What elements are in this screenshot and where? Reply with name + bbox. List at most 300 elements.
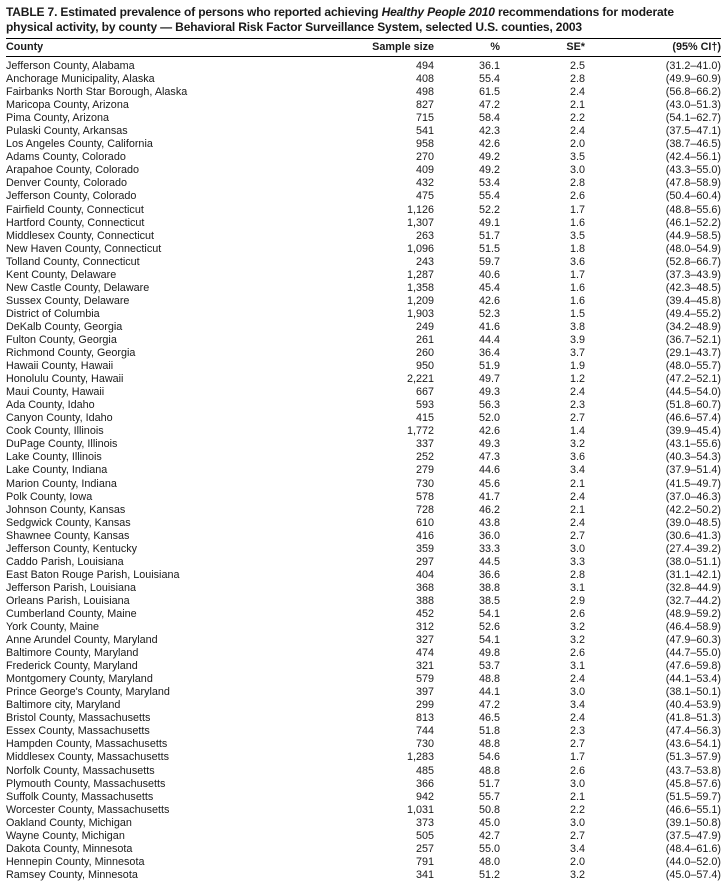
- table-row: [6, 569, 721, 582]
- cell-se: 1.6: [569, 294, 585, 307]
- cell-ci: (47.9–60.3): [665, 634, 721, 647]
- cell-ci: (48.8–55.6): [665, 203, 721, 216]
- cell-ci: (41.5–49.7): [665, 477, 721, 490]
- cell-ci: (45.8–57.6): [665, 777, 721, 790]
- cell-ci: (43.7–53.8): [665, 764, 721, 777]
- cell-sample-size: 494: [415, 60, 434, 72]
- cell-sample-size: 1,209: [406, 294, 434, 307]
- cell-percent: 44.6: [478, 464, 500, 477]
- cell-county: Essex County, Massachusetts: [6, 725, 150, 738]
- cell-se: 2.6: [569, 190, 585, 203]
- cell-ci: (44.5–54.0): [665, 386, 721, 399]
- table-row: [6, 791, 721, 804]
- cell-percent: 42.3: [478, 125, 500, 138]
- cell-county: Suffolk County, Massachusetts: [6, 790, 154, 803]
- cell-county: Lake County, Illinois: [6, 451, 102, 464]
- table-row: [6, 256, 721, 269]
- cell-sample-size: 297: [415, 555, 434, 568]
- cell-percent: 51.2: [478, 868, 500, 881]
- cell-percent: 49.2: [478, 151, 500, 164]
- cell-sample-size: 1,031: [406, 803, 434, 816]
- cell-percent: 51.5: [478, 242, 500, 255]
- table-row: [6, 373, 721, 386]
- cell-percent: 46.5: [478, 712, 500, 725]
- cell-se: 2.2: [569, 112, 585, 125]
- cell-sample-size: 388: [415, 594, 434, 607]
- table-row: [6, 99, 721, 112]
- cell-county: Anchorage Municipality, Alaska: [6, 73, 155, 86]
- cell-se: 2.4: [569, 712, 585, 725]
- column-header-ci: (95% CI†): [585, 39, 721, 57]
- cell-ci: (37.0–46.3): [665, 490, 721, 503]
- cell-se: 1.6: [569, 281, 585, 294]
- cell-county: Lake County, Indiana: [6, 464, 108, 477]
- cell-percent: 45.4: [478, 281, 500, 294]
- table-row: [6, 699, 721, 712]
- table-row: [6, 543, 721, 556]
- cell-sample-size: 791: [415, 855, 434, 868]
- cell-county: Maricopa County, Arizona: [6, 99, 129, 112]
- cell-percent: 51.9: [478, 360, 500, 373]
- cell-percent: 48.0: [478, 855, 500, 868]
- cell-ci: (40.3–54.3): [665, 451, 721, 464]
- cell-se: 3.6: [569, 451, 585, 464]
- cell-county: Middlesex County, Connecticut: [6, 229, 155, 242]
- cell-sample-size: 485: [415, 764, 434, 777]
- table-row: [6, 660, 721, 673]
- table-row: [6, 230, 721, 243]
- cell-ci: (44.9–58.5): [665, 229, 721, 242]
- cell-sample-size: 715: [415, 112, 434, 125]
- cell-sample-size: 243: [415, 255, 434, 268]
- column-header-county: County: [6, 39, 346, 57]
- cell-percent: 55.7: [478, 790, 500, 803]
- cell-percent: 33.3: [478, 542, 500, 555]
- table-row: [6, 647, 721, 660]
- cell-county: Richmond County, Georgia: [6, 347, 136, 360]
- cell-sample-size: 249: [415, 320, 434, 333]
- cell-county: Hartford County, Connecticut: [6, 216, 145, 229]
- cell-ci: (48.9–59.2): [665, 607, 721, 620]
- table-row: [6, 725, 721, 738]
- cell-percent: 56.3: [478, 399, 500, 412]
- cell-percent: 48.8: [478, 764, 500, 777]
- cell-county: Ramsey County, Minnesota: [6, 868, 138, 881]
- cell-county: Denver County, Colorado: [6, 177, 128, 190]
- cell-county: Norfolk County, Massachusetts: [6, 764, 155, 777]
- table-row: [6, 751, 721, 764]
- cell-county: Jefferson County, Colorado: [6, 190, 137, 203]
- table-row: [6, 530, 721, 543]
- cell-county: Wayne County, Michigan: [6, 829, 125, 842]
- cell-ci: (32.7–44.2): [665, 594, 721, 607]
- cell-county: Hawaii County, Hawaii: [6, 360, 114, 373]
- cell-ci: (43.0–51.3): [665, 99, 721, 112]
- cell-percent: 53.4: [478, 177, 500, 190]
- table-row: [6, 125, 721, 138]
- cell-sample-size: 452: [415, 607, 434, 620]
- cell-county: Caddo Parish, Louisiana: [6, 555, 124, 568]
- cell-ci: (44.7–55.0): [665, 647, 721, 660]
- table-row: [6, 269, 721, 282]
- cell-sample-size: 321: [415, 660, 434, 673]
- cell-county: Honolulu County, Hawaii: [6, 373, 124, 386]
- table-header-row: [6, 39, 721, 57]
- cell-sample-size: 341: [415, 868, 434, 881]
- cell-se: 3.6: [569, 255, 585, 268]
- table-row: [6, 843, 721, 856]
- cell-percent: 54.6: [478, 751, 500, 764]
- cell-ci: (51.8–60.7): [665, 399, 721, 412]
- cell-county: District of Columbia: [6, 307, 100, 320]
- cell-ci: (56.8–66.2): [665, 86, 721, 99]
- cell-sample-size: 260: [415, 347, 434, 360]
- cell-se: 3.4: [569, 699, 585, 712]
- cell-se: 3.0: [569, 686, 585, 699]
- cell-se: 3.2: [569, 868, 585, 881]
- cell-se: 2.1: [569, 503, 585, 516]
- cell-percent: 59.7: [478, 255, 500, 268]
- cell-se: 3.8: [569, 320, 585, 333]
- table-row: [6, 217, 721, 230]
- cell-percent: 43.8: [478, 516, 500, 529]
- cell-ci: (39.9–45.4): [665, 425, 721, 438]
- cell-sample-size: 2,221: [406, 373, 434, 386]
- cell-sample-size: 312: [415, 621, 434, 634]
- cell-ci: (50.4–60.4): [665, 190, 721, 203]
- cell-percent: 44.4: [478, 333, 500, 346]
- cell-county: New Haven County, Connecticut: [6, 242, 162, 255]
- cell-percent: 48.8: [478, 738, 500, 751]
- cell-percent: 42.6: [478, 425, 500, 438]
- cell-ci: (37.5–47.1): [665, 125, 721, 138]
- cell-sample-size: 373: [415, 816, 434, 829]
- table-row: [6, 425, 721, 438]
- cell-percent: 36.0: [478, 529, 500, 542]
- cell-percent: 49.8: [478, 647, 500, 660]
- cell-percent: 61.5: [478, 86, 500, 99]
- cell-se: 2.2: [569, 803, 585, 816]
- cell-sample-size: 541: [415, 125, 434, 138]
- table-row: [6, 347, 721, 360]
- cell-ci: (42.2–50.2): [665, 503, 721, 516]
- cell-se: 1.5: [569, 307, 585, 320]
- cell-county: Jefferson County, Alabama: [6, 60, 135, 72]
- cell-se: 3.9: [569, 333, 585, 346]
- cell-ci: (31.1–42.1): [665, 568, 721, 581]
- cell-ci: (30.6–41.3): [665, 529, 721, 542]
- cell-county: Ada County, Idaho: [6, 399, 95, 412]
- cell-percent: 49.3: [478, 438, 500, 451]
- cell-percent: 49.1: [478, 216, 500, 229]
- cell-county: Dakota County, Minnesota: [6, 842, 133, 855]
- table-row: [6, 360, 721, 373]
- cell-se: 2.0: [569, 138, 585, 151]
- cell-sample-size: 730: [415, 477, 434, 490]
- cell-county: Baltimore County, Maryland: [6, 647, 139, 660]
- cell-se: 3.4: [569, 842, 585, 855]
- cell-sample-size: 397: [415, 686, 434, 699]
- title-text-before: TABLE 7. Estimated prevalence of persons who reported achieving: [6, 5, 382, 19]
- cell-ci: (29.1–43.7): [665, 347, 721, 360]
- cell-sample-size: 827: [415, 99, 434, 112]
- cell-county: DuPage County, Illinois: [6, 438, 118, 451]
- table-row: [6, 634, 721, 647]
- cell-percent: 49.2: [478, 164, 500, 177]
- table-row: [6, 738, 721, 751]
- cell-county: Bristol County, Massachusetts: [6, 712, 151, 725]
- cell-se: 3.0: [569, 164, 585, 177]
- table-row: [6, 308, 721, 321]
- cell-ci: (46.6–57.4): [665, 412, 721, 425]
- cell-ci: (37.9–51.4): [665, 464, 721, 477]
- cell-se: 2.6: [569, 647, 585, 660]
- cell-county: Tolland County, Connecticut: [6, 255, 140, 268]
- cell-percent: 41.7: [478, 490, 500, 503]
- cell-ci: (48.0–55.7): [665, 360, 721, 373]
- cell-se: 1.9: [569, 360, 585, 373]
- cell-ci: (51.3–57.9): [665, 751, 721, 764]
- cell-ci: (42.3–48.5): [665, 281, 721, 294]
- cell-sample-size: 474: [415, 647, 434, 660]
- cell-percent: 58.4: [478, 112, 500, 125]
- cell-sample-size: 252: [415, 451, 434, 464]
- table-row: [6, 164, 721, 177]
- cell-se: 2.0: [569, 855, 585, 868]
- cell-county: Adams County, Colorado: [6, 151, 126, 164]
- cell-ci: (44.1–53.4): [665, 673, 721, 686]
- cell-sample-size: 593: [415, 399, 434, 412]
- table-row: [6, 869, 721, 882]
- cell-sample-size: 408: [415, 73, 434, 86]
- cell-percent: 54.1: [478, 634, 500, 647]
- cell-percent: 38.5: [478, 594, 500, 607]
- cell-county: Hampden County, Massachusetts: [6, 738, 168, 751]
- cell-percent: 46.2: [478, 503, 500, 516]
- cell-sample-size: 263: [415, 229, 434, 242]
- cell-sample-size: 498: [415, 86, 434, 99]
- cell-county: Montgomery County, Maryland: [6, 673, 153, 686]
- cell-se: 3.7: [569, 347, 585, 360]
- cell-percent: 45.0: [478, 816, 500, 829]
- cell-ci: (37.5–47.9): [665, 829, 721, 842]
- cell-se: 2.4: [569, 386, 585, 399]
- table-row: [6, 86, 721, 99]
- table-row: [6, 321, 721, 334]
- table-row: [6, 817, 721, 830]
- cell-ci: (38.1–50.1): [665, 686, 721, 699]
- cell-county: Worcester County, Massachusetts: [6, 803, 170, 816]
- table-row: [6, 686, 721, 699]
- cell-county: Shawnee County, Kansas: [6, 529, 130, 542]
- cell-ci: (46.6–55.1): [665, 803, 721, 816]
- cell-county: Johnson County, Kansas: [6, 503, 126, 516]
- table-row: [6, 712, 721, 725]
- cell-percent: 49.7: [478, 373, 500, 386]
- cell-sample-size: 1,358: [406, 281, 434, 294]
- table-row: [6, 73, 721, 86]
- cell-se: 2.1: [569, 99, 585, 112]
- cell-ci: (43.3–55.0): [665, 164, 721, 177]
- cell-county: Pima County, Arizona: [6, 112, 110, 125]
- table-row: [6, 778, 721, 791]
- cell-percent: 36.4: [478, 347, 500, 360]
- table-row: [6, 177, 721, 190]
- cell-se: 3.0: [569, 777, 585, 790]
- cell-sample-size: 1,096: [406, 242, 434, 255]
- cell-sample-size: 505: [415, 829, 434, 842]
- table-row: [6, 830, 721, 843]
- column-header-percent: %: [434, 39, 500, 57]
- cell-county: Kent County, Delaware: [6, 268, 117, 281]
- cell-se: 2.1: [569, 790, 585, 803]
- cell-county: East Baton Rouge Parish, Louisiana: [6, 568, 180, 581]
- table-row: [6, 451, 721, 464]
- cell-ci: (51.5–59.7): [665, 790, 721, 803]
- table-row: [6, 399, 721, 412]
- cell-sample-size: 950: [415, 360, 434, 373]
- cell-ci: (47.2–52.1): [665, 373, 721, 386]
- table-row: [6, 190, 721, 203]
- cell-sample-size: 667: [415, 386, 434, 399]
- cell-se: 3.4: [569, 464, 585, 477]
- table-row: [6, 517, 721, 530]
- cell-county: Sussex County, Delaware: [6, 294, 130, 307]
- table-row: [6, 856, 721, 869]
- cell-se: 2.4: [569, 490, 585, 503]
- cell-percent: 51.8: [478, 725, 500, 738]
- cell-county: Jefferson County, Kentucky: [6, 542, 138, 555]
- cell-sample-size: 813: [415, 712, 434, 725]
- column-header-sample-size: Sample size: [346, 39, 434, 57]
- cell-se: 3.5: [569, 229, 585, 242]
- cell-se: 1.7: [569, 751, 585, 764]
- cell-county: Baltimore city, Maryland: [6, 699, 121, 712]
- cell-se: 1.6: [569, 216, 585, 229]
- cell-county: York County, Maine: [6, 621, 100, 634]
- table-row: [6, 138, 721, 151]
- cell-sample-size: 728: [415, 503, 434, 516]
- table-header: [6, 39, 721, 57]
- cell-sample-size: 359: [415, 542, 434, 555]
- table-row: [6, 282, 721, 295]
- cell-se: 2.4: [569, 86, 585, 99]
- cell-percent: 47.2: [478, 99, 500, 112]
- cell-sample-size: 337: [415, 438, 434, 451]
- cell-county: Plymouth County, Massachusetts: [6, 777, 166, 790]
- cell-sample-size: 1,772: [406, 425, 434, 438]
- cell-se: 2.1: [569, 477, 585, 490]
- cell-se: 3.2: [569, 438, 585, 451]
- cell-ci: (39.0–48.5): [665, 516, 721, 529]
- cell-sample-size: 415: [415, 412, 434, 425]
- cell-sample-size: 579: [415, 673, 434, 686]
- cell-percent: 52.2: [478, 203, 500, 216]
- cell-sample-size: 1,126: [406, 203, 434, 216]
- table-row: [6, 504, 721, 517]
- cell-county: New Castle County, Delaware: [6, 281, 150, 294]
- cell-se: 2.5: [569, 60, 585, 72]
- table-row: [6, 112, 721, 125]
- cell-sample-size: 327: [415, 634, 434, 647]
- cell-ci: (43.1–55.6): [665, 438, 721, 451]
- cell-percent: 52.3: [478, 307, 500, 320]
- cell-ci: (31.2–41.0): [665, 60, 721, 72]
- cell-sample-size: 1,283: [406, 751, 434, 764]
- cell-county: Cook County, Illinois: [6, 425, 104, 438]
- cell-ci: (47.8–58.9): [665, 177, 721, 190]
- cell-ci: (48.0–54.9): [665, 242, 721, 255]
- cell-ci: (37.3–43.9): [665, 268, 721, 281]
- cell-se: 3.2: [569, 634, 585, 647]
- cell-sample-size: 368: [415, 581, 434, 594]
- cell-se: 2.4: [569, 125, 585, 138]
- cell-se: 2.8: [569, 568, 585, 581]
- cell-county: Sedgwick County, Kansas: [6, 516, 131, 529]
- cell-county: Cumberland County, Maine: [6, 607, 137, 620]
- cell-sample-size: 942: [415, 790, 434, 803]
- cell-county: Los Angeles County, California: [6, 138, 153, 151]
- cell-county: Frederick County, Maryland: [6, 660, 138, 673]
- table-row: [6, 412, 721, 425]
- cell-percent: 50.8: [478, 803, 500, 816]
- cell-ci: (42.4–56.1): [665, 151, 721, 164]
- cell-ci: (39.1–50.8): [665, 816, 721, 829]
- table-row: [6, 804, 721, 817]
- cell-county: Pulaski County, Arkansas: [6, 125, 128, 138]
- table-row: [6, 204, 721, 217]
- cell-ci: (54.1–62.7): [665, 112, 721, 125]
- cell-sample-size: 261: [415, 333, 434, 346]
- cell-ci: (38.0–51.1): [665, 555, 721, 568]
- cell-sample-size: 744: [415, 725, 434, 738]
- table-body: [6, 57, 721, 882]
- cell-sample-size: 366: [415, 777, 434, 790]
- cell-ci: (46.4–58.9): [665, 621, 721, 634]
- table-row: [6, 595, 721, 608]
- cell-ci: (38.7–46.5): [665, 138, 721, 151]
- cell-percent: 42.7: [478, 829, 500, 842]
- cell-ci: (40.4–53.9): [665, 699, 721, 712]
- title-italic-text: Healthy People 2010: [381, 5, 495, 19]
- cell-se: 2.9: [569, 594, 585, 607]
- cell-percent: 44.5: [478, 555, 500, 568]
- cell-se: 1.4: [569, 425, 585, 438]
- cell-se: 1.7: [569, 268, 585, 281]
- cell-se: 2.7: [569, 529, 585, 542]
- cell-se: 2.7: [569, 738, 585, 751]
- cell-county: Jefferson Parish, Louisiana: [6, 581, 137, 594]
- cell-se: 2.8: [569, 177, 585, 190]
- cell-percent: 54.1: [478, 607, 500, 620]
- table-row: [6, 673, 721, 686]
- cell-percent: 38.8: [478, 581, 500, 594]
- cell-percent: 47.3: [478, 451, 500, 464]
- table-row: [6, 608, 721, 621]
- cell-se: 2.3: [569, 725, 585, 738]
- cell-percent: 42.6: [478, 138, 500, 151]
- cell-se: 2.6: [569, 764, 585, 777]
- cell-se: 3.3: [569, 555, 585, 568]
- table-row: [6, 582, 721, 595]
- cell-se: 3.0: [569, 542, 585, 555]
- cell-ci: (39.4–45.8): [665, 294, 721, 307]
- cell-sample-size: 475: [415, 190, 434, 203]
- column-header-se: SE*: [500, 39, 585, 57]
- cell-county: Marion County, Indiana: [6, 477, 117, 490]
- cell-se: 2.4: [569, 516, 585, 529]
- cell-sample-size: 257: [415, 842, 434, 855]
